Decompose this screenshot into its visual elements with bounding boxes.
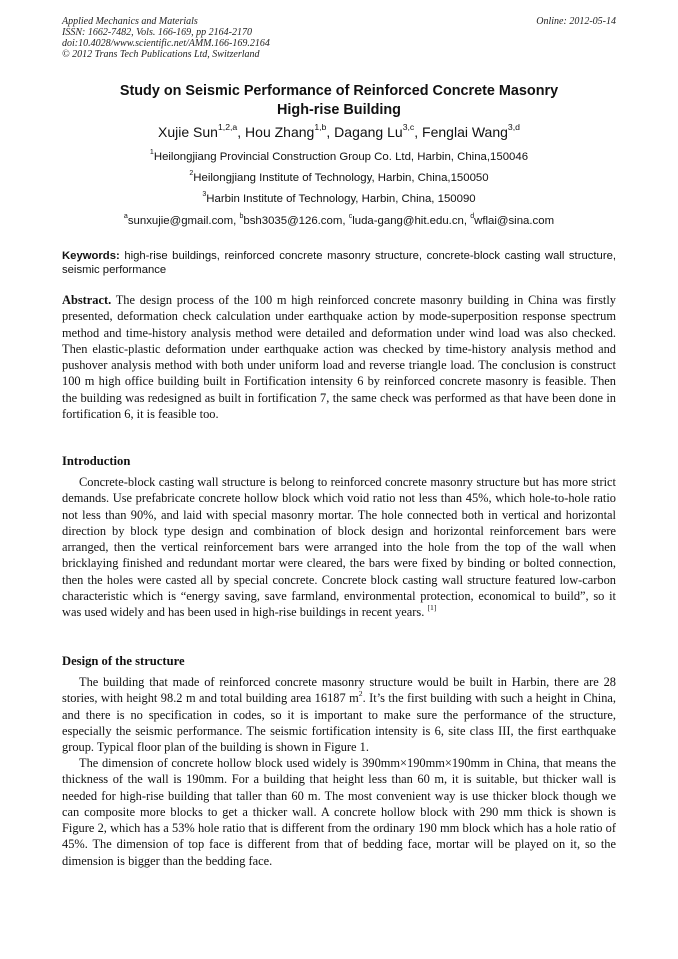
paper-title <box>62 82 616 120</box>
design-text-1b: . It’s the first building with such a height in China, and there is no specification in codes, so it is important to make sure the performance of the structure, especially the seismic performance. The seismic fortification intensity is 6, site class III, the first earthquake group. Typical floor plan of the building is shown in Figure 1. <box>62 691 616 755</box>
design-heading: Design of the structure <box>62 654 185 668</box>
author-list: Xujie Sun$^{1,2,a}$, Hou Zhang$^{1,b}$, Dagang Lu$^{3,c}$, Fenglai Wang$^{3,d}$ <box>158 122 520 140</box>
affiliation-mark: 3 <box>202 191 207 199</box>
design-paragraph-2: The dimension of concrete hollow block used widely is 390mm×190mm×190mm in China, that means the thickness of the wall is 190mm. For a building that height less than 60 m, it is suitable, but thicker wall is needed for high-rise building that taller than 60 m. The most convenient way is use thicker block though we can composite more blocks to get a thicker wall. A concrete hollow block with 290 mm thick is shown is Figure 2, which has a 53% hole ratio that is different from the ordinary 190 mm block which has a hole ratio of 45%. The dimension of top face is different from that of bedding face, mortar will be played on it, so the dimension is bigger than the bedding face. <box>62 756 616 868</box>
affiliation-1 <box>62 150 616 164</box>
affiliation-mark: 1 <box>149 149 154 157</box>
journal-name: Applied Mechanics and Materials <box>62 16 198 27</box>
email-line: $^a$sunxujie@gmail.com, $^b$bsh3035@126.com, $^c$luda-gang@hit.edu.cn, $^d$wflai@sina.com <box>123 213 555 227</box>
affiliation-text: Heilongjiang Institute of Technology, Harbin, China,150050 <box>193 172 489 184</box>
abstract-text: The design process of the 100 m high reinforced concrete masonry building in China was firstly presented, deformation check calculation under earthquake action by mode-superposition response spectrum method and time-history analysis method were detailed and deformation under wind load was also checked. Then elastic-plastic deformation under earthquake action was checked by time-history analysis method and pushover analysis method with both under uniform load and reverse triangle load. The conclusion is construct 100 m high office building built in Fortification intensity 6 by reinforced concrete masonry is feasible. Then the building was redesigned as built in fortification 7, the same check was performed as that have been done in fortification 6, it is feasible too. <box>62 293 616 422</box>
title-line-1: Study on Seismic Performance of Reinforced Concrete Masonry <box>119 83 559 99</box>
author-affiliation-mark: 3,d <box>507 122 520 133</box>
email-mark: c <box>348 213 353 221</box>
affiliation-3 <box>62 192 616 206</box>
copyright-line: © 2012 Trans Tech Publications Ltd, Switzerland <box>62 49 260 60</box>
affiliation-mark: 2 <box>189 170 194 178</box>
title-line-2: High-rise Building <box>277 102 401 118</box>
email-address: bsh3035@126.com <box>243 215 343 227</box>
email-address: sunxujie@gmail.com <box>127 215 234 227</box>
affiliation-text: Harbin Institute of Technology, Harbin, China, 150090 <box>206 193 476 205</box>
introduction-paragraph <box>62 474 616 621</box>
keywords-block <box>62 249 616 277</box>
online-date: Online: 2012-05-14 <box>536 16 616 27</box>
design-text-1a: The building that made of reinforced concrete masonry structure would be built in Harbin, there are 28 stories, with height 98.2 m and total building area 16187 m <box>62 675 616 706</box>
author-affiliation-mark: 1,2,a <box>217 122 238 133</box>
issn-line: ISSN: 1662-7482, Vols. 166-169, pp 2164-2170 <box>62 27 252 38</box>
journal-header <box>62 16 616 60</box>
author-affiliation-mark: 3,c <box>402 122 415 133</box>
abstract-block <box>62 292 616 422</box>
email-address: wflai@sina.com <box>474 215 555 227</box>
affiliation-2 <box>62 171 616 185</box>
citation-ref: [1] <box>427 603 437 613</box>
author-name: Fenglai Wang <box>422 124 508 140</box>
design-paragraph-1 <box>62 674 616 755</box>
author-name: Dagang Lu <box>334 124 403 140</box>
keywords-text: high-rise buildings, reinforced concrete masonry structure, concrete-block casting wall structure, seismic performance <box>62 250 616 276</box>
introduction-text: Concrete-block casting wall structure is belong to reinforced concrete masonry structure but has more strict demands. Use prefabricate concrete hollow block which void ratio not less than 45%, which hole-to-hole ratio not less than 90%, and laid with special masonry mortar. The hole connected both in vertical and horizontal direction by block type design and combination of block design and horizontal reinforcement bars were arranged, then the vertical reinforcement bars were arranged into the hole from the top of the wall when bricklaying finished and redundant mortar were cleared, the bars were fixed by binding or bolted connection, then the holes were casted all by special concrete. Concrete block casting wall structure featured low-carbon characteristic which is “energy saving, save farmland, environmental protection, economical to build”, so it was used widely and has been used in high-rise buildings in recent years. <box>62 475 616 620</box>
keywords-label: Keywords: <box>62 250 120 262</box>
author-affiliation-mark: 1,b <box>314 122 327 133</box>
doi-line: doi:10.4028/www.scientific.net/AMM.166-169.2164 <box>62 38 270 49</box>
area-unit-superscript: 2 <box>358 689 363 699</box>
email-mark: d <box>470 213 475 221</box>
abstract-label: Abstract. <box>62 293 112 307</box>
affiliation-text: Heilongjiang Provincial Construction Group Co. Ltd, Harbin, China,150046 <box>153 151 529 163</box>
email-mark: a <box>123 213 128 221</box>
author-name: Hou Zhang <box>245 124 315 140</box>
author-name: Xujie Sun <box>158 124 218 140</box>
email-mark: b <box>239 213 244 221</box>
introduction-heading: Introduction <box>62 454 131 468</box>
email-address: luda-gang@hit.edu.cn <box>352 215 464 227</box>
